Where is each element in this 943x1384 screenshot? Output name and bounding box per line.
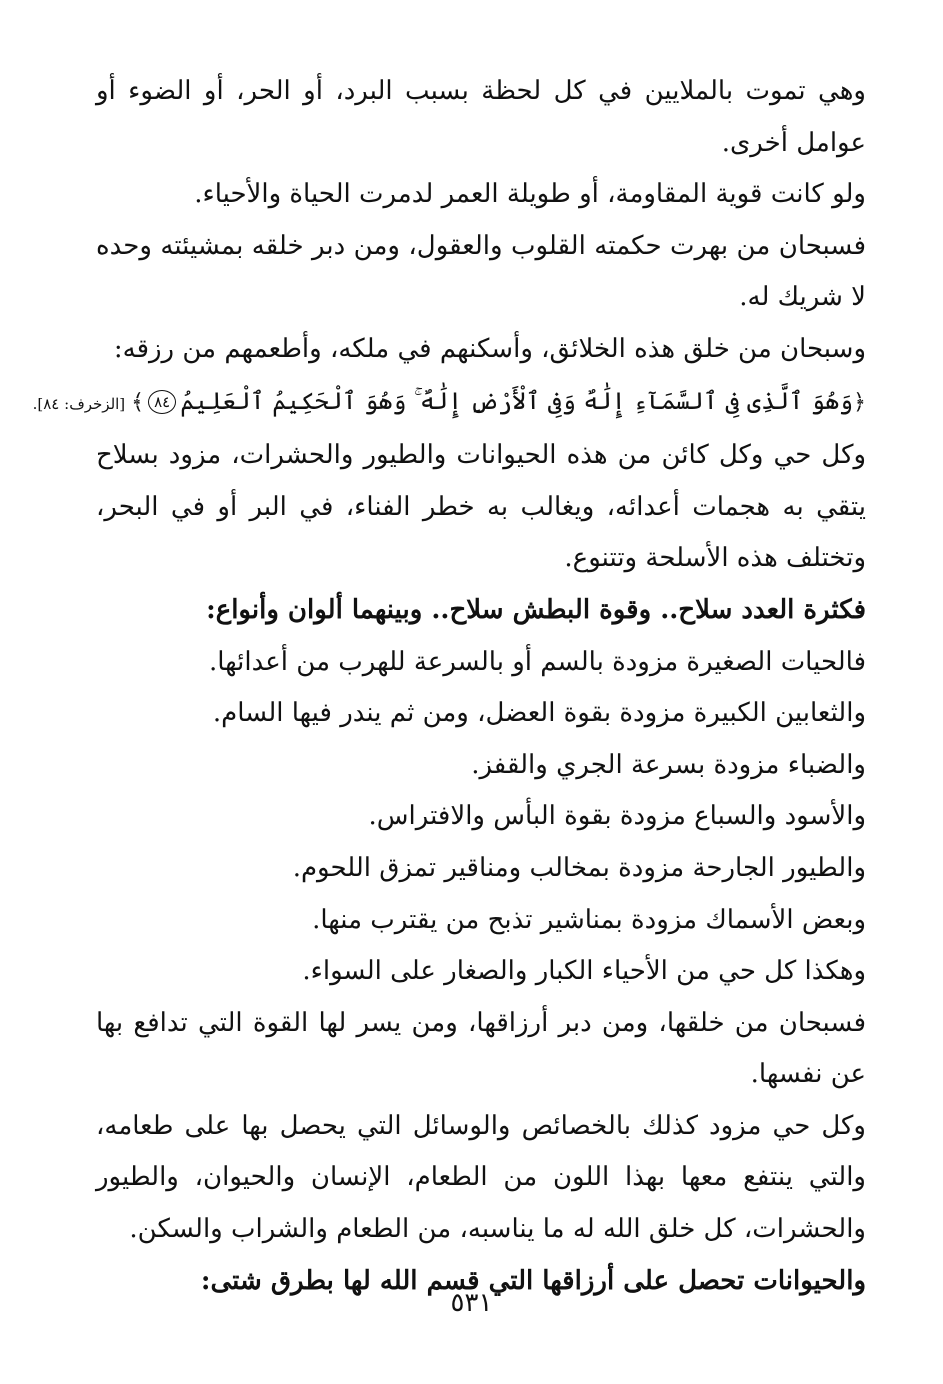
paragraph: والطيور الجارحة مزودة بمخالب ومناقير تمزق اللحوم. (292, 852, 866, 883)
paragraph: والأسود والسباع مزودة بقوة البأس والافتراس. (368, 801, 866, 832)
paragraph: فسبحان من بهرت حكمته القلوب والعقول، ومن دبر خلقه بمشيئته وحده لا شريك له. (96, 230, 866, 313)
verse-open-bracket: ﴿ (853, 389, 866, 415)
paragraph: فالحيات الصغيرة مزودة بالسم أو بالسرعة للهرب من أعدائها. (209, 646, 866, 677)
paragraph: والثعابين الكبيرة مزودة بقوة العضل، ومن ثم يندر فيها السام. (212, 698, 866, 729)
page-body (32, 66, 866, 1307)
page-number: ٥٣١ (450, 1288, 493, 1318)
verse-reference: [الزخرف: ٨٤]. (32, 394, 126, 413)
section-heading: والحيوانات تحصل على أرزاقها التي قسم الله لها بطرق شتى: (200, 1265, 866, 1296)
verse-close-bracket: ﴾ (131, 389, 145, 415)
paragraph: فسبحان من خلقها، ومن دبر أرزاقها، ومن يسر لها القوة التي تدافع بها عن نفسها. (96, 1007, 866, 1090)
paragraph: ولو كانت قوية المقاومة، أو طويلة العمر لدمرت الحياة والأحياء. (194, 179, 866, 210)
paragraph: والضباء مزودة بسرعة الجري والقفز. (471, 749, 866, 780)
section-heading: فكثرة العدد سلاح.. وقوة البطش سلاح.. وبينهما ألوان وأنواع: (206, 594, 866, 625)
paragraph: وبعض الأسماك مزودة بمناشير تذبح من يقترب منها. (312, 904, 866, 935)
paragraph: وهي تموت بالملايين في كل لحظة بسبب البرد، أو الحر، أو الضوء أو عوامل أخرى. (96, 76, 866, 158)
ayah-number: ٨٤ (148, 390, 176, 414)
paragraph: وسبحان من خلق هذه الخلائق، وأسكنهم في ملكه، وأطعمهم من رزقه: (113, 333, 866, 364)
paragraph: وهكذا كل حي من الأحياء الكبار والصغار على السواء. (302, 956, 866, 987)
quran-verse (32, 376, 866, 431)
paragraph: وكل حي وكل كائن من هذه الحيوانات والطيور والحشرات، مزود بسلاح يتقي به هجمات أعدائه، ويغالب به خطر الفناء، في البر أو في البحر، وتختلف هذه الأسلحة وتتنوع. (96, 440, 866, 574)
verse-text: وَهُوَ ٱلَّذِى فِى ٱلسَّمَآءِ إِلَٰهٌ وَفِى ٱلْأَرْضِ إِلَٰهٌ ۚ وَهُوَ ٱلْحَكِيمُ ٱلْعَلِيمُ (180, 386, 854, 415)
paragraph: وكل حي مزود كذلك بالخصائص والوسائل التي يحصل بها على طعامه، والتي ينتفع معها بهذا اللون من الطعام، الإنسان والحيوان، والطيور والحشرات، كل خلق الله له ما يناسبه، من الطعام والشراب والسكن. (96, 1110, 866, 1245)
